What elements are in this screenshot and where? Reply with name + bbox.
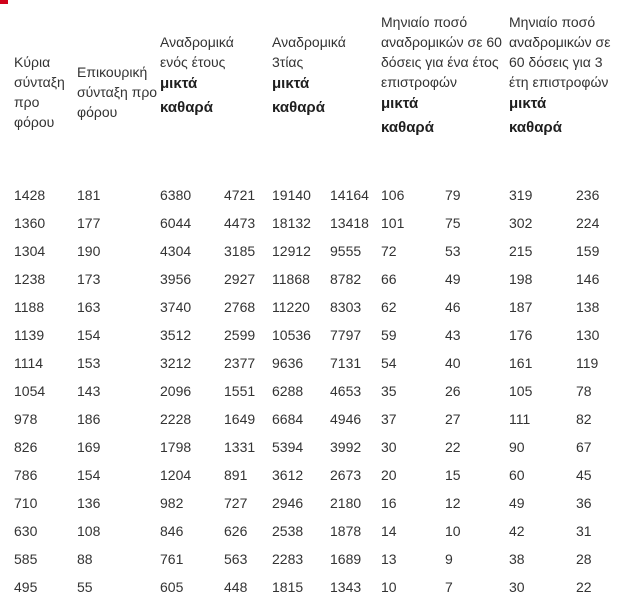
header-aux-pension <box>77 12 160 172</box>
cell-main-pension: 1054 <box>14 383 46 399</box>
cell-monthly-three-years-net: 82 <box>576 411 592 427</box>
cell-main-pension: 1139 <box>14 327 45 343</box>
cell-monthly-one-year-gross: 10 <box>381 579 397 595</box>
cell-retro-three-years-gross: 19140 <box>272 187 311 203</box>
cell-monthly-three-years-gross: 176 <box>509 327 533 343</box>
cell-retro-one-year-net: 2927 <box>224 271 256 287</box>
cell-monthly-three-years-net: 45 <box>576 467 592 483</box>
header-retro-three-years-label: Αναδρομικά 3τίας <box>272 34 346 70</box>
cell-retro-one-year-gross: 3740 <box>160 299 192 315</box>
cell-retro-three-years-net: 1689 <box>330 551 362 567</box>
table-row <box>14 293 620 321</box>
cell-monthly-three-years-net: 119 <box>576 355 599 371</box>
cell-aux-pension: 136 <box>77 495 101 511</box>
spacer-cell <box>14 172 620 181</box>
cell-retro-three-years-net: 2673 <box>330 467 362 483</box>
table-row <box>14 573 620 601</box>
cell-monthly-one-year-gross: 14 <box>381 523 397 539</box>
cell-main-pension: 1114 <box>14 355 44 371</box>
cell-retro-one-year-net: 4721 <box>224 187 256 203</box>
cell-retro-one-year-net: 2768 <box>224 299 256 315</box>
cell-main-pension: 826 <box>14 439 38 455</box>
cell-retro-three-years-gross: 2283 <box>272 551 304 567</box>
cell-monthly-one-year-net: 26 <box>445 383 461 399</box>
cell-monthly-three-years-net: 78 <box>576 383 592 399</box>
cell-monthly-three-years-net: 138 <box>576 299 600 315</box>
cell-retro-one-year-net: 4473 <box>224 215 256 231</box>
cell-retro-one-year-gross: 761 <box>160 551 184 567</box>
cell-retro-three-years-net: 3992 <box>330 439 362 455</box>
cell-retro-three-years-gross: 10536 <box>272 327 311 343</box>
cell-monthly-one-year-gross: 54 <box>381 355 397 371</box>
cell-main-pension: 1428 <box>14 187 46 203</box>
cell-aux-pension: 190 <box>77 243 101 259</box>
cell-main-pension: 495 <box>14 579 38 595</box>
cell-monthly-one-year-net: 12 <box>445 495 461 511</box>
cell-retro-one-year-net: 448 <box>224 579 248 595</box>
cell-monthly-three-years-net: 130 <box>576 327 600 343</box>
cell-retro-one-year-net: 2377 <box>224 355 256 371</box>
header-monthly-three-years <box>509 12 620 172</box>
cell-monthly-one-year-net: 53 <box>445 243 461 259</box>
cell-monthly-three-years-gross: 105 <box>509 383 533 399</box>
cell-retro-one-year-gross: 982 <box>160 495 184 511</box>
cell-monthly-one-year-net: 75 <box>445 215 461 231</box>
cell-retro-one-year-gross: 2228 <box>160 411 192 427</box>
cell-monthly-three-years-net: 36 <box>576 495 592 511</box>
header-retro-three-years-net: καθαρά <box>272 99 325 116</box>
cell-aux-pension: 55 <box>77 579 93 595</box>
cell-retro-one-year-net: 3185 <box>224 243 256 259</box>
cell-retro-three-years-net: 8303 <box>330 299 362 315</box>
cell-retro-three-years-net: 7797 <box>330 327 362 343</box>
cell-monthly-three-years-gross: 215 <box>509 243 533 259</box>
header-retro-one-year-label: Αναδρομικά ενός έτους <box>160 34 234 70</box>
cell-monthly-one-year-gross: 37 <box>381 411 397 427</box>
cell-monthly-one-year-gross: 62 <box>381 299 397 315</box>
cell-monthly-one-year-gross: 101 <box>381 215 405 231</box>
header-monthly-three-years-gross: μικτά <box>509 95 547 112</box>
cell-retro-three-years-gross: 2946 <box>272 495 304 511</box>
cell-monthly-three-years-gross: 161 <box>509 355 533 371</box>
cell-retro-one-year-net: 1551 <box>224 383 256 399</box>
cell-monthly-one-year-net: 9 <box>445 551 453 567</box>
cell-main-pension: 630 <box>14 523 38 539</box>
table-row <box>14 461 620 489</box>
header-retro-three-years-gross: μικτά <box>272 75 310 92</box>
cell-aux-pension: 177 <box>77 215 101 231</box>
table-row <box>14 405 620 433</box>
pension-retroactive-table <box>14 12 620 601</box>
cell-retro-one-year-net: 626 <box>224 523 248 539</box>
cell-retro-one-year-gross: 3956 <box>160 271 192 287</box>
cell-retro-three-years-gross: 1815 <box>272 579 304 595</box>
cell-monthly-three-years-gross: 60 <box>509 467 525 483</box>
cell-monthly-three-years-net: 146 <box>576 271 600 287</box>
cell-retro-one-year-net: 2599 <box>224 327 256 343</box>
table-row <box>14 545 620 573</box>
cell-monthly-one-year-gross: 20 <box>381 467 397 483</box>
cell-retro-one-year-net: 727 <box>224 495 248 511</box>
cell-retro-three-years-net: 4946 <box>330 411 362 427</box>
cell-aux-pension: 181 <box>77 187 101 203</box>
cell-aux-pension: 108 <box>77 523 101 539</box>
table-row <box>14 265 620 293</box>
cell-monthly-three-years-gross: 319 <box>509 187 533 203</box>
cell-monthly-three-years-gross: 198 <box>509 271 533 287</box>
table-row <box>14 489 620 517</box>
cell-retro-three-years-net: 14164 <box>330 187 369 203</box>
cell-retro-three-years-gross: 5394 <box>272 439 304 455</box>
cell-monthly-one-year-net: 46 <box>445 299 461 315</box>
cell-retro-three-years-gross: 12912 <box>272 243 311 259</box>
cell-monthly-three-years-net: 224 <box>576 215 600 231</box>
cell-aux-pension: 143 <box>77 383 101 399</box>
cell-monthly-one-year-gross: 106 <box>381 187 405 203</box>
cell-main-pension: 585 <box>14 551 38 567</box>
table-row <box>14 517 620 545</box>
cell-monthly-three-years-net: 67 <box>576 439 592 455</box>
cell-monthly-one-year-net: 27 <box>445 411 461 427</box>
cell-monthly-one-year-net: 10 <box>445 523 461 539</box>
cell-retro-three-years-gross: 6684 <box>272 411 304 427</box>
cell-monthly-three-years-gross: 187 <box>509 299 533 315</box>
cell-aux-pension: 154 <box>77 327 101 343</box>
cell-monthly-three-years-gross: 302 <box>509 215 533 231</box>
cell-retro-one-year-gross: 1204 <box>160 467 192 483</box>
cell-retro-three-years-net: 2180 <box>330 495 362 511</box>
cell-monthly-one-year-net: 79 <box>445 187 461 203</box>
cell-monthly-three-years-net: 159 <box>576 243 600 259</box>
table-body <box>14 172 620 601</box>
cell-main-pension: 1238 <box>14 271 46 287</box>
cell-monthly-three-years-net: 28 <box>576 551 592 567</box>
cell-retro-three-years-gross: 18132 <box>272 215 311 231</box>
table-header <box>14 12 620 172</box>
header-monthly-one-year-net: καθαρά <box>381 119 434 136</box>
table-row <box>14 349 620 377</box>
cell-monthly-one-year-net: 22 <box>445 439 461 455</box>
cell-monthly-three-years-gross: 42 <box>509 523 525 539</box>
cell-retro-one-year-net: 563 <box>224 551 248 567</box>
cell-aux-pension: 88 <box>77 551 93 567</box>
header-retro-one-year-net: καθαρά <box>160 99 213 116</box>
cell-retro-three-years-gross: 6288 <box>272 383 304 399</box>
cell-retro-three-years-net: 13418 <box>330 215 369 231</box>
cell-aux-pension: 163 <box>77 299 101 315</box>
cell-monthly-one-year-net: 43 <box>445 327 461 343</box>
cell-retro-three-years-net: 1343 <box>330 579 362 595</box>
cell-retro-one-year-gross: 605 <box>160 579 184 595</box>
cell-retro-three-years-gross: 11868 <box>272 271 310 287</box>
table-row <box>14 237 620 265</box>
cell-monthly-one-year-gross: 30 <box>381 439 397 455</box>
table-row <box>14 321 620 349</box>
cell-retro-one-year-gross: 2096 <box>160 383 192 399</box>
header-monthly-three-years-label: Μηνιαίο ποσό αναδρομικών σε 60 δόσεις για 3 έτη επιστροφών <box>509 14 611 90</box>
spacer-row <box>14 172 620 181</box>
cell-retro-one-year-net: 1331 <box>224 439 256 455</box>
header-monthly-one-year <box>381 12 509 172</box>
cell-retro-three-years-net: 1878 <box>330 523 362 539</box>
cell-retro-three-years-gross: 2538 <box>272 523 304 539</box>
table-row <box>14 209 620 237</box>
cell-retro-one-year-gross: 846 <box>160 523 184 539</box>
cell-monthly-three-years-gross: 30 <box>509 579 525 595</box>
cell-retro-one-year-gross: 4304 <box>160 243 192 259</box>
cell-aux-pension: 153 <box>77 355 101 371</box>
cell-retro-one-year-gross: 6380 <box>160 187 192 203</box>
cell-main-pension: 1304 <box>14 243 46 259</box>
cell-aux-pension: 173 <box>77 271 101 287</box>
cell-retro-three-years-gross: 3612 <box>272 467 304 483</box>
cell-monthly-one-year-gross: 35 <box>381 383 397 399</box>
cell-monthly-one-year-gross: 72 <box>381 243 397 259</box>
cell-monthly-one-year-net: 49 <box>445 271 461 287</box>
cell-retro-one-year-gross: 6044 <box>160 215 192 231</box>
cell-retro-three-years-gross: 9636 <box>272 355 304 371</box>
cell-main-pension: 786 <box>14 467 38 483</box>
cell-retro-three-years-net: 4653 <box>330 383 362 399</box>
cell-monthly-one-year-gross: 16 <box>381 495 397 511</box>
cell-retro-one-year-net: 891 <box>224 467 248 483</box>
cell-main-pension: 1360 <box>14 215 46 231</box>
cell-retro-one-year-gross: 3512 <box>160 327 192 343</box>
cell-monthly-one-year-net: 7 <box>445 579 453 595</box>
cell-monthly-three-years-gross: 38 <box>509 551 525 567</box>
header-retro-three-years <box>272 12 381 172</box>
table-row <box>14 181 620 209</box>
cell-retro-three-years-gross: 11220 <box>272 299 310 315</box>
cell-retro-three-years-net: 7131 <box>330 355 362 371</box>
cell-monthly-one-year-gross: 59 <box>381 327 397 343</box>
cell-monthly-one-year-net: 40 <box>445 355 461 371</box>
cell-monthly-one-year-net: 15 <box>445 467 461 483</box>
cell-retro-one-year-net: 1649 <box>224 411 256 427</box>
header-monthly-one-year-label: Μηνιαίο ποσό αναδρομικών σε 60 δόσεις για ένα έτος επιστροφών <box>381 14 502 90</box>
cell-retro-one-year-gross: 3212 <box>160 355 192 371</box>
cell-monthly-three-years-gross: 90 <box>509 439 525 455</box>
header-aux-pension-label: Επικουρική σύνταξη προ φόρου <box>77 64 158 120</box>
red-accent-mark <box>0 0 8 4</box>
cell-monthly-three-years-net: 236 <box>576 187 600 203</box>
cell-monthly-three-years-gross: 49 <box>509 495 525 511</box>
cell-retro-three-years-net: 8782 <box>330 271 362 287</box>
table-row <box>14 433 620 461</box>
header-retro-one-year-gross: μικτά <box>160 75 198 92</box>
header-retro-one-year <box>160 12 272 172</box>
cell-aux-pension: 154 <box>77 467 101 483</box>
cell-monthly-one-year-gross: 13 <box>381 551 397 567</box>
header-main-pension-label: Κύρια σύνταξη προ φόρου <box>14 54 65 130</box>
cell-monthly-three-years-net: 31 <box>576 523 592 539</box>
cell-aux-pension: 186 <box>77 411 101 427</box>
cell-retro-three-years-net: 9555 <box>330 243 362 259</box>
cell-retro-one-year-gross: 1798 <box>160 439 192 455</box>
table-row <box>14 377 620 405</box>
header-monthly-one-year-gross: μικτά <box>381 95 419 112</box>
cell-aux-pension: 169 <box>77 439 101 455</box>
cell-monthly-three-years-gross: 111 <box>509 411 531 427</box>
cell-main-pension: 1188 <box>14 299 45 315</box>
cell-main-pension: 710 <box>14 495 38 511</box>
cell-main-pension: 978 <box>14 411 38 427</box>
header-monthly-three-years-net: καθαρά <box>509 119 562 136</box>
header-main-pension <box>14 12 77 172</box>
cell-monthly-one-year-gross: 66 <box>381 271 397 287</box>
cell-monthly-three-years-net: 22 <box>576 579 592 595</box>
